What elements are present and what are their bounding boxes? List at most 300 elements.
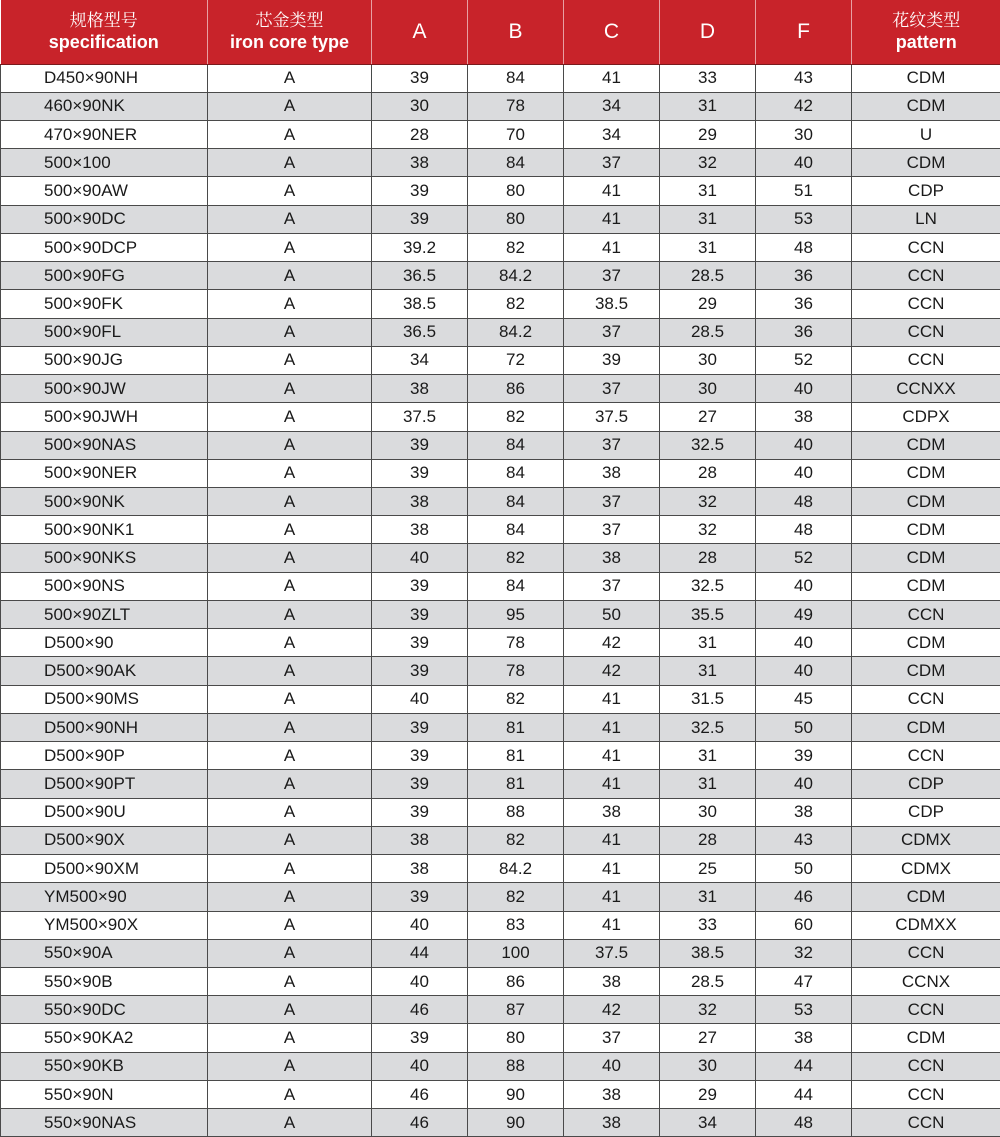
cell-specification: 550×90KB <box>1 1052 208 1080</box>
cell-iron-core-type: A <box>208 403 372 431</box>
cell-pattern: CCN <box>852 318 1000 346</box>
cell-c: 41 <box>564 855 660 883</box>
table-body <box>1 64 1000 1137</box>
cell-f: 38 <box>756 1024 852 1052</box>
cell-f: 36 <box>756 318 852 346</box>
cell-specification: 550×90DC <box>1 996 208 1024</box>
cell-c: 38 <box>564 459 660 487</box>
cell-iron-core-type: A <box>208 375 372 403</box>
cell-d: 31 <box>660 883 756 911</box>
table-row <box>1 742 1000 770</box>
cell-a: 39 <box>372 177 468 205</box>
cell-specification: 500×90NS <box>1 572 208 600</box>
cell-pattern: CDMX <box>852 826 1000 854</box>
cell-c: 38 <box>564 798 660 826</box>
cell-c: 37.5 <box>564 403 660 431</box>
cell-d: 31 <box>660 205 756 233</box>
cell-pattern: CCN <box>852 1080 1000 1108</box>
cell-iron-core-type: A <box>208 996 372 1024</box>
cell-pattern: CDM <box>852 459 1000 487</box>
cell-iron-core-type: A <box>208 120 372 148</box>
cell-c: 37 <box>564 318 660 346</box>
cell-d: 31 <box>660 742 756 770</box>
table-row <box>1 1109 1000 1137</box>
cell-a: 39 <box>372 883 468 911</box>
cell-d: 33 <box>660 64 756 92</box>
cell-iron-core-type: A <box>208 939 372 967</box>
table-row <box>1 883 1000 911</box>
cell-a: 38 <box>372 488 468 516</box>
cell-f: 38 <box>756 403 852 431</box>
cell-f: 51 <box>756 177 852 205</box>
cell-iron-core-type: A <box>208 459 372 487</box>
cell-iron-core-type: A <box>208 798 372 826</box>
cell-d: 28.5 <box>660 968 756 996</box>
cell-b: 82 <box>468 403 564 431</box>
cell-pattern: CDM <box>852 92 1000 120</box>
cell-b: 100 <box>468 939 564 967</box>
cell-d: 31 <box>660 629 756 657</box>
cell-pattern: CCN <box>852 233 1000 261</box>
cell-specification: 500×90JG <box>1 346 208 374</box>
cell-a: 34 <box>372 346 468 374</box>
table-row <box>1 1080 1000 1108</box>
cell-c: 37.5 <box>564 939 660 967</box>
cell-c: 41 <box>564 713 660 741</box>
cell-pattern: CDM <box>852 516 1000 544</box>
cell-b: 84 <box>468 64 564 92</box>
cell-iron-core-type: A <box>208 64 372 92</box>
cell-f: 43 <box>756 64 852 92</box>
cell-a: 38 <box>372 855 468 883</box>
cell-c: 41 <box>564 64 660 92</box>
cell-d: 27 <box>660 1024 756 1052</box>
cell-d: 29 <box>660 1080 756 1108</box>
table-row <box>1 92 1000 120</box>
cell-specification: D500×90 <box>1 629 208 657</box>
cell-c: 37 <box>564 149 660 177</box>
table-row <box>1 205 1000 233</box>
cell-pattern: CDM <box>852 883 1000 911</box>
cell-c: 42 <box>564 657 660 685</box>
cell-b: 84.2 <box>468 262 564 290</box>
cell-d: 38.5 <box>660 939 756 967</box>
cell-a: 46 <box>372 1109 468 1137</box>
cell-f: 47 <box>756 968 852 996</box>
cell-d: 30 <box>660 375 756 403</box>
cell-a: 40 <box>372 911 468 939</box>
cell-iron-core-type: A <box>208 1024 372 1052</box>
cell-specification: 500×90AW <box>1 177 208 205</box>
cell-f: 44 <box>756 1080 852 1108</box>
header-spec-cn: 规格型号 <box>69 10 138 31</box>
cell-d: 32 <box>660 488 756 516</box>
cell-a: 46 <box>372 996 468 1024</box>
cell-specification: 500×90JWH <box>1 403 208 431</box>
cell-c: 41 <box>564 205 660 233</box>
header-c <box>564 0 660 64</box>
cell-pattern: CDMX <box>852 855 1000 883</box>
cell-b: 83 <box>468 911 564 939</box>
cell-pattern: CDMXX <box>852 911 1000 939</box>
cell-d: 32.5 <box>660 713 756 741</box>
cell-f: 36 <box>756 262 852 290</box>
table-row <box>1 968 1000 996</box>
cell-pattern: LN <box>852 205 1000 233</box>
header-pattern <box>852 0 1000 64</box>
cell-f: 40 <box>756 770 852 798</box>
cell-b: 90 <box>468 1109 564 1137</box>
cell-f: 39 <box>756 742 852 770</box>
cell-iron-core-type: A <box>208 346 372 374</box>
table-row <box>1 572 1000 600</box>
header-core-cn: 芯金类型 <box>255 10 324 31</box>
cell-a: 40 <box>372 544 468 572</box>
cell-c: 42 <box>564 629 660 657</box>
table-row <box>1 1052 1000 1080</box>
cell-d: 34 <box>660 1109 756 1137</box>
cell-b: 86 <box>468 375 564 403</box>
cell-f: 52 <box>756 346 852 374</box>
cell-b: 80 <box>468 177 564 205</box>
table-row <box>1 544 1000 572</box>
cell-b: 81 <box>468 770 564 798</box>
cell-f: 48 <box>756 516 852 544</box>
cell-iron-core-type: A <box>208 883 372 911</box>
cell-b: 72 <box>468 346 564 374</box>
cell-f: 48 <box>756 488 852 516</box>
cell-c: 38 <box>564 1109 660 1137</box>
cell-iron-core-type: A <box>208 92 372 120</box>
table-row <box>1 939 1000 967</box>
cell-specification: D500×90MS <box>1 685 208 713</box>
cell-b: 78 <box>468 629 564 657</box>
cell-specification: 470×90NER <box>1 120 208 148</box>
cell-specification: D500×90X <box>1 826 208 854</box>
cell-a: 39 <box>372 629 468 657</box>
cell-specification: D500×90P <box>1 742 208 770</box>
cell-pattern: CCNXX <box>852 375 1000 403</box>
cell-iron-core-type: A <box>208 233 372 261</box>
header-a <box>372 0 468 64</box>
cell-specification: D500×90AK <box>1 657 208 685</box>
cell-pattern: CDM <box>852 431 1000 459</box>
cell-d: 30 <box>660 346 756 374</box>
cell-a: 28 <box>372 120 468 148</box>
cell-d: 32 <box>660 149 756 177</box>
cell-a: 39.2 <box>372 233 468 261</box>
cell-a: 39 <box>372 770 468 798</box>
cell-iron-core-type: A <box>208 855 372 883</box>
cell-f: 32 <box>756 939 852 967</box>
table-row <box>1 798 1000 826</box>
cell-b: 90 <box>468 1080 564 1108</box>
header-d-label: D <box>699 19 716 43</box>
cell-b: 82 <box>468 290 564 318</box>
cell-f: 40 <box>756 459 852 487</box>
cell-iron-core-type: A <box>208 600 372 628</box>
cell-pattern: CCN <box>852 1109 1000 1137</box>
cell-f: 52 <box>756 544 852 572</box>
cell-a: 38.5 <box>372 290 468 318</box>
cell-a: 36.5 <box>372 318 468 346</box>
cell-a: 39 <box>372 657 468 685</box>
cell-c: 38.5 <box>564 290 660 318</box>
cell-a: 44 <box>372 939 468 967</box>
cell-c: 40 <box>564 1052 660 1080</box>
cell-f: 49 <box>756 600 852 628</box>
cell-pattern: CDM <box>852 629 1000 657</box>
cell-pattern: CDM <box>852 713 1000 741</box>
cell-pattern: CCN <box>852 600 1000 628</box>
cell-b: 82 <box>468 883 564 911</box>
cell-d: 31 <box>660 233 756 261</box>
cell-c: 37 <box>564 1024 660 1052</box>
table-row <box>1 177 1000 205</box>
cell-c: 41 <box>564 883 660 911</box>
cell-d: 31 <box>660 92 756 120</box>
header-iron-core-type <box>208 0 372 64</box>
cell-f: 40 <box>756 657 852 685</box>
cell-a: 39 <box>372 64 468 92</box>
cell-specification: 550×90N <box>1 1080 208 1108</box>
cell-d: 30 <box>660 798 756 826</box>
cell-pattern: CCN <box>852 685 1000 713</box>
cell-iron-core-type: A <box>208 1052 372 1080</box>
header-c-label: C <box>603 19 620 43</box>
cell-f: 48 <box>756 1109 852 1137</box>
cell-c: 41 <box>564 770 660 798</box>
cell-c: 34 <box>564 120 660 148</box>
cell-c: 41 <box>564 742 660 770</box>
cell-specification: 500×90FK <box>1 290 208 318</box>
cell-specification: 500×90ZLT <box>1 600 208 628</box>
cell-d: 31 <box>660 177 756 205</box>
cell-pattern: CDM <box>852 149 1000 177</box>
cell-specification: 500×100 <box>1 149 208 177</box>
cell-specification: 550×90B <box>1 968 208 996</box>
cell-c: 41 <box>564 911 660 939</box>
table-row <box>1 346 1000 374</box>
cell-c: 39 <box>564 346 660 374</box>
cell-pattern: CCN <box>852 290 1000 318</box>
cell-f: 45 <box>756 685 852 713</box>
cell-f: 40 <box>756 375 852 403</box>
cell-d: 31 <box>660 657 756 685</box>
cell-iron-core-type: A <box>208 713 372 741</box>
cell-pattern: CDM <box>852 488 1000 516</box>
table-row <box>1 600 1000 628</box>
cell-pattern: U <box>852 120 1000 148</box>
cell-b: 88 <box>468 1052 564 1080</box>
cell-c: 37 <box>564 488 660 516</box>
cell-d: 28 <box>660 459 756 487</box>
cell-a: 30 <box>372 92 468 120</box>
cell-c: 37 <box>564 572 660 600</box>
cell-pattern: CCN <box>852 1052 1000 1080</box>
cell-c: 42 <box>564 996 660 1024</box>
table-row <box>1 826 1000 854</box>
cell-d: 32 <box>660 516 756 544</box>
cell-specification: 500×90NKS <box>1 544 208 572</box>
cell-f: 40 <box>756 629 852 657</box>
cell-specification: YM500×90X <box>1 911 208 939</box>
cell-f: 42 <box>756 92 852 120</box>
cell-iron-core-type: A <box>208 431 372 459</box>
table-row <box>1 911 1000 939</box>
cell-specification: 550×90NAS <box>1 1109 208 1137</box>
cell-b: 82 <box>468 826 564 854</box>
table-row <box>1 488 1000 516</box>
cell-a: 40 <box>372 968 468 996</box>
cell-d: 30 <box>660 1052 756 1080</box>
cell-b: 80 <box>468 205 564 233</box>
cell-iron-core-type: A <box>208 1109 372 1137</box>
cell-iron-core-type: A <box>208 318 372 346</box>
table-row <box>1 685 1000 713</box>
cell-d: 29 <box>660 290 756 318</box>
cell-b: 82 <box>468 544 564 572</box>
cell-c: 37 <box>564 431 660 459</box>
table-row <box>1 1024 1000 1052</box>
table-row <box>1 657 1000 685</box>
table-row <box>1 290 1000 318</box>
cell-f: 43 <box>756 826 852 854</box>
cell-specification: 500×90FL <box>1 318 208 346</box>
cell-b: 78 <box>468 92 564 120</box>
cell-d: 31.5 <box>660 685 756 713</box>
cell-d: 28.5 <box>660 318 756 346</box>
cell-specification: 500×90JW <box>1 375 208 403</box>
cell-pattern: CDP <box>852 177 1000 205</box>
cell-d: 28 <box>660 826 756 854</box>
cell-c: 38 <box>564 544 660 572</box>
cell-b: 82 <box>468 685 564 713</box>
cell-a: 38 <box>372 516 468 544</box>
cell-specification: D500×90XM <box>1 855 208 883</box>
cell-d: 32.5 <box>660 572 756 600</box>
cell-f: 30 <box>756 120 852 148</box>
cell-a: 38 <box>372 826 468 854</box>
cell-b: 84.2 <box>468 855 564 883</box>
cell-a: 37.5 <box>372 403 468 431</box>
cell-specification: 550×90KA2 <box>1 1024 208 1052</box>
table-row <box>1 403 1000 431</box>
table-row <box>1 629 1000 657</box>
cell-iron-core-type: A <box>208 516 372 544</box>
cell-iron-core-type: A <box>208 742 372 770</box>
cell-a: 39 <box>372 742 468 770</box>
cell-specification: 500×90NK <box>1 488 208 516</box>
cell-d: 28.5 <box>660 262 756 290</box>
cell-b: 82 <box>468 233 564 261</box>
cell-f: 44 <box>756 1052 852 1080</box>
cell-specification: 500×90NAS <box>1 431 208 459</box>
cell-b: 84 <box>468 572 564 600</box>
cell-c: 41 <box>564 233 660 261</box>
cell-iron-core-type: A <box>208 685 372 713</box>
header-f-label: F <box>797 19 810 43</box>
cell-d: 33 <box>660 911 756 939</box>
cell-f: 53 <box>756 996 852 1024</box>
cell-f: 38 <box>756 798 852 826</box>
cell-b: 81 <box>468 742 564 770</box>
cell-f: 60 <box>756 911 852 939</box>
cell-pattern: CDP <box>852 798 1000 826</box>
cell-iron-core-type: A <box>208 968 372 996</box>
cell-specification: D450×90NH <box>1 64 208 92</box>
cell-specification: 500×90DCP <box>1 233 208 261</box>
header-pattern-cn: 花纹类型 <box>892 10 961 31</box>
table-row <box>1 855 1000 883</box>
header-b <box>468 0 564 64</box>
cell-pattern: CDM <box>852 544 1000 572</box>
cell-pattern: CCN <box>852 996 1000 1024</box>
cell-b: 84 <box>468 459 564 487</box>
cell-iron-core-type: A <box>208 770 372 798</box>
header-a-label: A <box>412 19 427 43</box>
cell-b: 84 <box>468 149 564 177</box>
cell-a: 36.5 <box>372 262 468 290</box>
cell-c: 37 <box>564 516 660 544</box>
cell-a: 39 <box>372 459 468 487</box>
cell-d: 32 <box>660 996 756 1024</box>
cell-f: 46 <box>756 883 852 911</box>
table-row <box>1 262 1000 290</box>
table-row <box>1 64 1000 92</box>
cell-iron-core-type: A <box>208 488 372 516</box>
cell-f: 40 <box>756 431 852 459</box>
cell-iron-core-type: A <box>208 572 372 600</box>
cell-d: 31 <box>660 770 756 798</box>
cell-c: 41 <box>564 177 660 205</box>
cell-f: 48 <box>756 233 852 261</box>
cell-a: 39 <box>372 798 468 826</box>
table-row <box>1 770 1000 798</box>
cell-c: 37 <box>564 375 660 403</box>
table-row <box>1 996 1000 1024</box>
table-row <box>1 149 1000 177</box>
cell-c: 50 <box>564 600 660 628</box>
cell-pattern: CDM <box>852 572 1000 600</box>
cell-b: 78 <box>468 657 564 685</box>
cell-b: 84 <box>468 516 564 544</box>
cell-specification: D500×90PT <box>1 770 208 798</box>
header-core-en: iron core type <box>229 31 350 52</box>
cell-a: 40 <box>372 685 468 713</box>
cell-b: 80 <box>468 1024 564 1052</box>
cell-c: 41 <box>564 685 660 713</box>
cell-b: 84 <box>468 431 564 459</box>
table-row <box>1 375 1000 403</box>
table-row <box>1 233 1000 261</box>
header-d <box>660 0 756 64</box>
cell-b: 81 <box>468 713 564 741</box>
cell-pattern: CDM <box>852 657 1000 685</box>
cell-d: 28 <box>660 544 756 572</box>
cell-iron-core-type: A <box>208 629 372 657</box>
cell-iron-core-type: A <box>208 290 372 318</box>
cell-iron-core-type: A <box>208 911 372 939</box>
cell-c: 38 <box>564 1080 660 1108</box>
cell-pattern: CDM <box>852 1024 1000 1052</box>
cell-b: 87 <box>468 996 564 1024</box>
cell-d: 27 <box>660 403 756 431</box>
cell-specification: YM500×90 <box>1 883 208 911</box>
cell-a: 39 <box>372 205 468 233</box>
cell-a: 40 <box>372 1052 468 1080</box>
cell-a: 38 <box>372 375 468 403</box>
